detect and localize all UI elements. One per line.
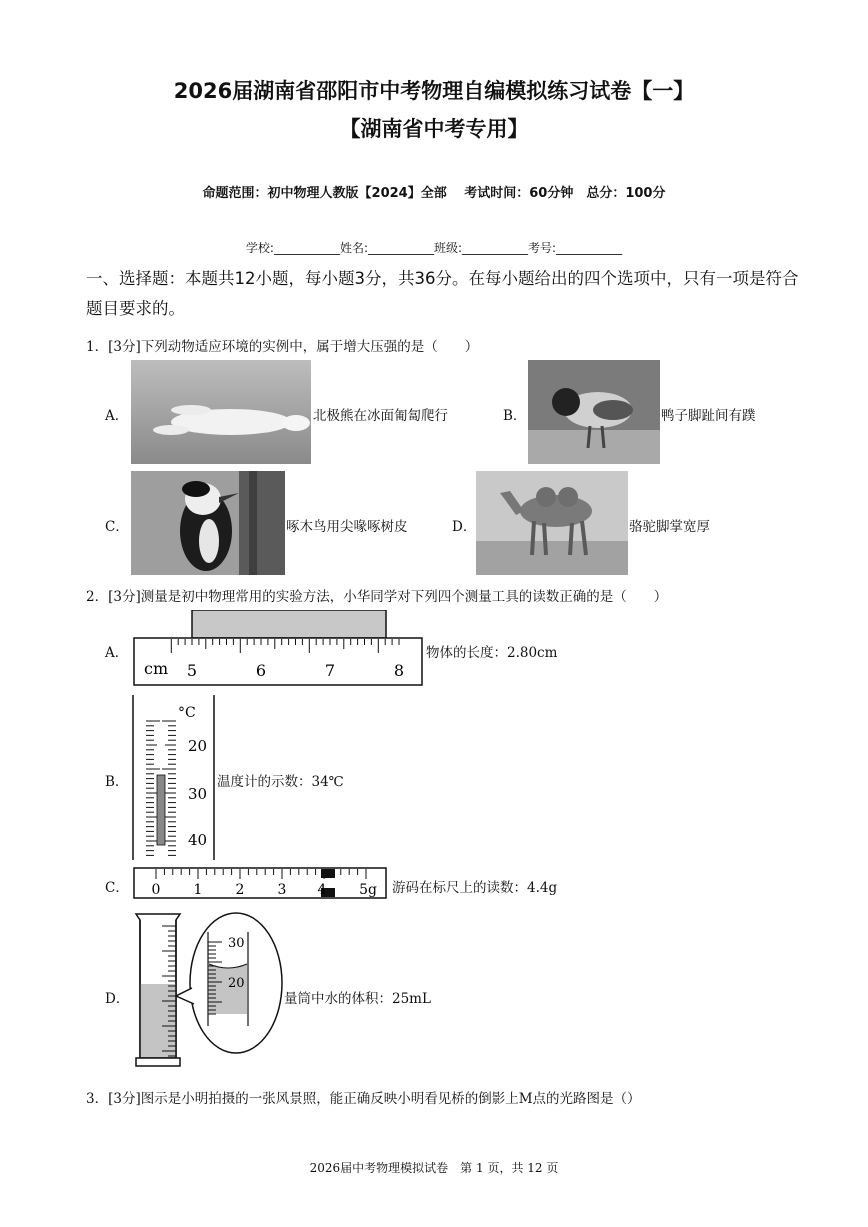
q2-option-c-letter: C． — [105, 880, 129, 896]
thermometer-tick-label: 40 — [188, 831, 208, 849]
q2-option-a-caption: 物体的长度：2.80cm — [426, 645, 558, 661]
mercury-column — [157, 775, 165, 845]
measured-block — [192, 610, 386, 638]
q1-option-b-caption: 鸭子脚趾间有蹼 — [661, 408, 756, 424]
scale-tick-label: 2 — [235, 882, 245, 898]
rider-top — [321, 869, 335, 878]
q1-option-d-caption: 骆驼脚掌宽厚 — [629, 519, 710, 535]
scale-tick-label: 5g — [359, 882, 377, 898]
woodpecker-photo — [131, 471, 285, 575]
q2-option-b-caption: 温度计的示数：34℃ — [217, 774, 344, 790]
thermometer-figure — [130, 695, 220, 860]
ruler-tick-label: 7 — [324, 661, 336, 680]
q2-option-b-letter: B． — [105, 774, 129, 790]
q2-option-a-letter: A． — [105, 645, 129, 661]
student-info-fields: 学校:___________姓名:___________班级:___________考号:___________ — [245, 241, 623, 255]
scale-tick-label: 4 — [317, 882, 327, 898]
cylinder-base — [136, 1058, 180, 1066]
scale-tick-label: 0 — [151, 882, 161, 898]
scale-tick-label: 3 — [277, 882, 287, 898]
q1-option-a-caption: 北极熊在冰面匍匐爬行 — [313, 408, 448, 424]
ruler-tick-label: 5 — [186, 661, 198, 680]
q1-option-a-letter: A． — [105, 408, 129, 424]
thermometer-unit: °C — [178, 705, 196, 721]
scale-tick-label: 1 — [193, 882, 203, 898]
question-2-stem: 2．[3分]测量是初中物理常用的实验方法，小华同学对下列四个测量工具的读数正确的是（ ） — [86, 589, 668, 605]
q1-option-d-letter: D． — [452, 519, 477, 535]
q2-option-d-caption: 量筒中水的体积：25mL — [284, 991, 431, 1007]
balance-scale-figure — [130, 866, 390, 900]
woodpecker-image — [131, 471, 285, 575]
polar-bear-photo — [131, 360, 311, 464]
ruler-figure — [130, 610, 426, 690]
polar-bear-image — [131, 360, 311, 464]
graduated-cylinder-figure — [130, 908, 285, 1078]
q1-option-c-letter: C． — [105, 519, 129, 535]
duck-photo — [528, 360, 660, 464]
exam-subtitle: 【湖南省中考专用】 — [339, 117, 529, 141]
cylinder-tick-label: 20 — [228, 976, 245, 991]
camel-photo — [476, 471, 628, 575]
page-footer: 2026届中考物理模拟试卷 第 1 页，共 12 页 — [309, 1161, 559, 1175]
q2-option-c-caption: 游码在标尺上的读数：4.4g — [392, 880, 558, 896]
question-1-stem: 1．[3分]下列动物适应环境的实例中，属于增大压强的是（ ） — [86, 339, 479, 355]
scale-body — [134, 868, 386, 898]
camel-image — [476, 471, 628, 575]
section-heading: 一、选择题：本题共12小题，每小题3分，共36分。在每小题给出的四个选项中，只有一项是符合题目要求的。 — [86, 269, 799, 318]
question-3-stem: 3．[3分]图示是小明拍摄的一张风景照，能正确反映小明看见桥的倒影上M点的光路图是（） — [86, 1091, 641, 1107]
duck-image — [528, 360, 660, 464]
ruler-unit: cm — [144, 659, 169, 678]
thermometer-tick-label: 20 — [188, 737, 208, 755]
thermometer-tick-label: 30 — [188, 785, 208, 803]
zoom-bubble-pointer — [176, 988, 194, 1004]
q1-option-c-caption: 啄木鸟用尖喙啄树皮 — [286, 519, 408, 535]
q1-option-b-letter: B． — [503, 408, 527, 424]
ruler-tick-label: 8 — [393, 661, 405, 680]
q2-option-d-letter: D． — [105, 991, 130, 1007]
exam-meta: 命题范围：初中物理人教版【2024】全部 考试时间：60分钟 总分：100分 — [202, 186, 666, 201]
ruler-tick-label: 6 — [255, 661, 267, 680]
exam-title: 2026届湖南省邵阳市中考物理自编模拟练习试卷【一】 — [173, 79, 695, 103]
cylinder-tick-label: 30 — [228, 936, 245, 951]
